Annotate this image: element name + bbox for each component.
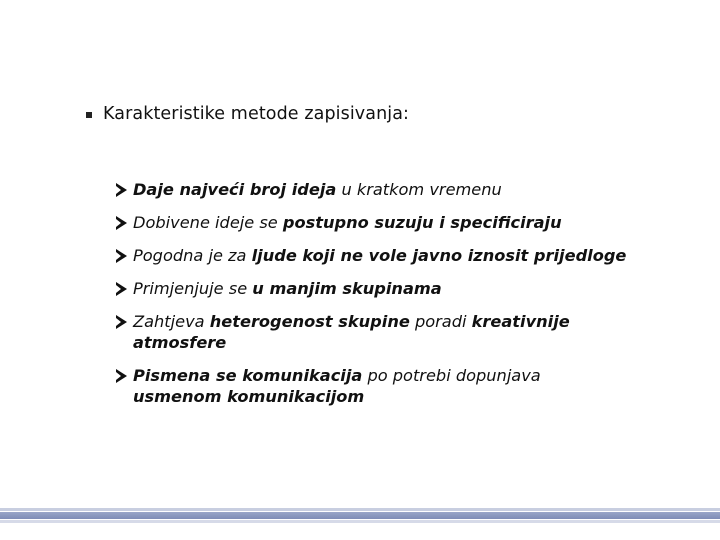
slide-heading-row [86,104,409,124]
arrow-bullet-icon [116,216,127,230]
arrow-bullet-icon [116,282,127,296]
footer-stripe [0,512,720,519]
footer-stripe-light [0,508,720,511]
arrow-bullet-icon [116,183,127,197]
bullet-continuation-line [133,332,678,353]
arrow-bullet-icon [116,315,127,329]
arrow-bullet-icon [116,369,127,383]
bullet-text-segment: po potrebi dopunjava [362,366,541,385]
bullet-continuation-line [133,386,678,407]
bullet-item [118,212,678,233]
bullet-text-segment: heterogenost skupine [209,312,410,331]
bullet-text-segment: u kratkom vremenu [336,180,502,199]
bullet-list [118,179,678,419]
footer-stripe-light-bottom [0,520,720,523]
bullet-item [118,365,678,407]
bullet-text-segment: Zahtjeva [133,312,210,331]
bullet-item [118,245,678,266]
bullet-text-segment: u manjim skupinama [252,279,442,298]
bullet-text-segment: Primjenjuje se [133,279,253,298]
bullet-text-segment: Dobivene ideje se [133,213,283,232]
square-bullet-icon [86,112,92,118]
slide-heading: Karakteristike metode zapisivanja: [103,104,410,124]
bullet-item [118,311,678,353]
bullet-text-segment: Daje najveći broj ideja [133,180,337,199]
bullet-text-segment: Pismena se komunikacija [133,366,363,385]
bullet-item [118,179,678,200]
bullet-text-segment: ljude koji ne vole javno iznosit prijedloge [251,246,627,265]
bullet-text-segment: Pogodna je za [133,246,252,265]
bullet-text-segment: kreativnije [471,312,570,331]
bullet-text-segment: usmenom komunikacijom [133,387,365,406]
bullet-text-segment: atmosfere [133,333,227,352]
bullet-text-segment: postupno suzuju i specificiraju [282,213,562,232]
bullet-text-segment: poradi [409,312,472,331]
arrow-bullet-icon [116,249,127,263]
bullet-item [118,278,678,299]
